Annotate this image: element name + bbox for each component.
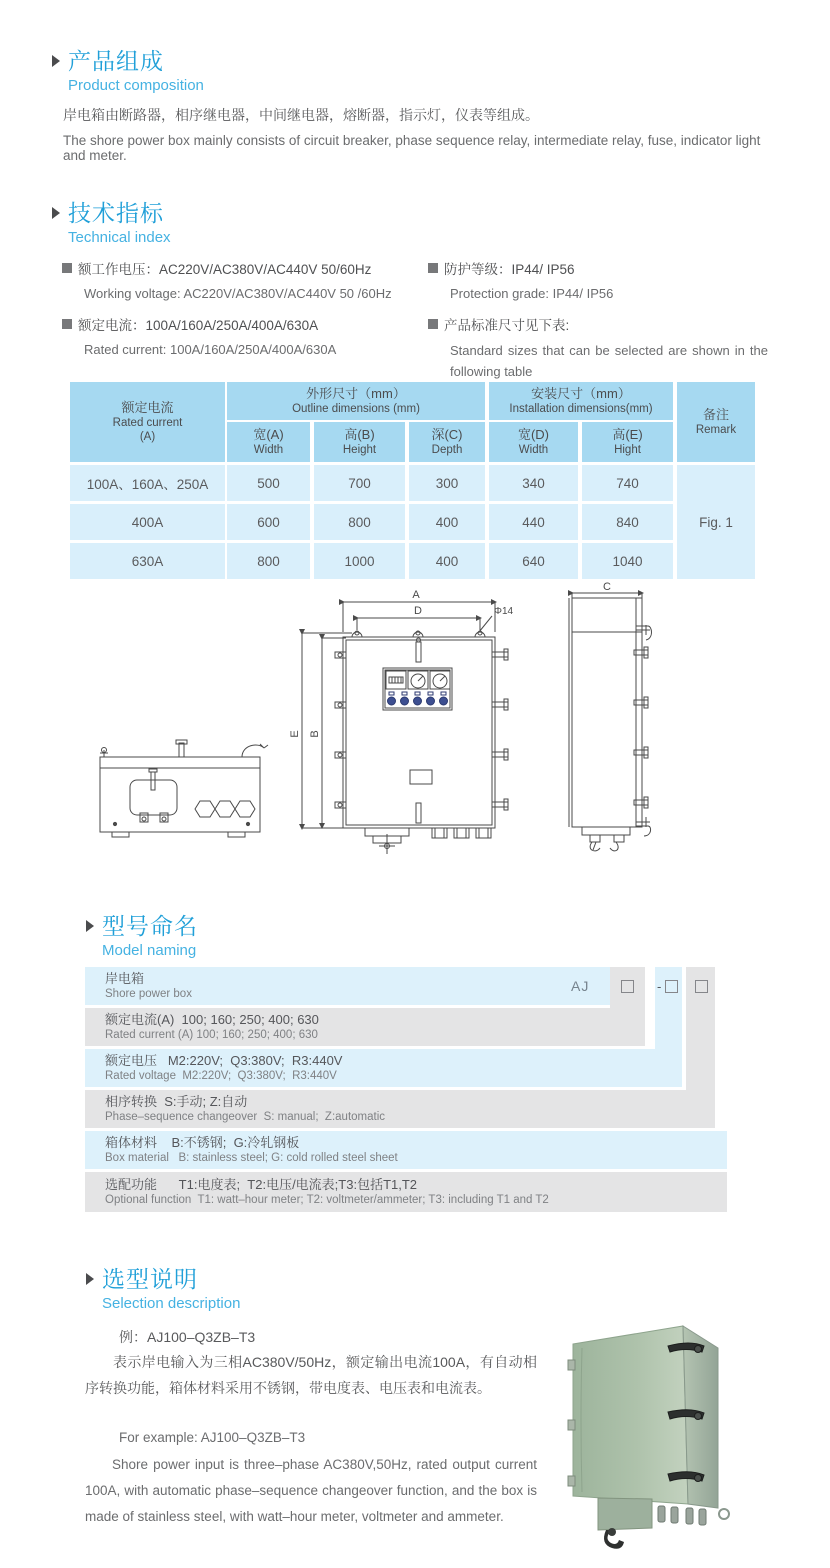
section-title-cn: 技术指标	[68, 200, 164, 226]
table-cell: 800	[314, 504, 405, 540]
dim-label-b: B	[309, 730, 321, 738]
spec-rated-current-cn: 额定电流：100A/160A/250A/400A/630A	[62, 314, 318, 334]
section-arrow-icon	[52, 207, 60, 219]
selection-body-cn: 表示岸电输入为三相AC380V/50Hz，额定输出电流100A，有自动相序转换功能，箱体材料采用不锈钢，带电度表、电压表和电流表。	[85, 1354, 537, 1396]
product-photo	[540, 1300, 820, 1562]
naming-row-rated-current: 额定电流(A) 100; 160; 250; 400; 630 Rated current (A) 100; 160; 250; 400; 630	[85, 1008, 645, 1046]
spec-standard-sizes-cn: 产品标准尺寸见下表:	[428, 314, 569, 334]
dimension-drawing	[80, 582, 700, 882]
cabinet-photo-group	[568, 1326, 729, 1549]
size-table-subheader-width-a: 宽(A) Width	[227, 422, 310, 462]
spec-rated-current-en: Rated current: 100A/160A/250A/400A/630A	[84, 342, 337, 357]
code-box-icon	[621, 980, 634, 993]
table-cell: 440	[489, 504, 578, 540]
composition-body-en: The shore power box mainly consists of circuit breaker, phase sequence relay, intermediate relay, fuse, indicator light and meter.	[63, 133, 761, 163]
spec-protection-grade-cn: 防护等级：IP44/ IP56	[428, 258, 575, 278]
code-dash: -	[657, 979, 662, 994]
model-naming-table	[85, 967, 755, 1212]
table-cell: 630A	[70, 543, 225, 579]
size-table-header-current: 额定电流 Rated current (A)	[70, 382, 225, 462]
section-title-en: Selection description	[102, 1295, 241, 1312]
section-technical-index-header	[52, 200, 171, 247]
composition-body-cn: 岸电箱由断路器，相序继电器，中间继电器，熔断器，指示灯，仪表等组成。	[63, 107, 539, 123]
table-cell: 400	[409, 543, 485, 579]
section-product-composition-header	[52, 48, 204, 95]
table-cell: 600	[227, 504, 310, 540]
dim-label-phi14: Φ14	[494, 606, 514, 617]
size-table-subheader-depth-c: 深(C) Depth	[409, 422, 485, 462]
size-table	[70, 382, 755, 582]
spec-working-voltage-en: Working voltage: AC220V/AC380V/AC440V 50 /60Hz	[84, 286, 392, 301]
table-cell: 800	[227, 543, 310, 579]
size-table-header-outline: 外形尺寸（mm） Outline dimensions (mm)	[227, 382, 485, 420]
dim-label-d: D	[414, 605, 422, 617]
table-cell: 700	[314, 465, 405, 501]
model-prefix: AJ	[571, 978, 590, 994]
dim-label-c: C	[603, 582, 611, 593]
spec-working-voltage-cn: 额工作电压：AC220V/AC380V/AC440V 50/60Hz	[62, 258, 371, 278]
table-cell: 500	[227, 465, 310, 501]
table-cell: 840	[582, 504, 673, 540]
naming-row-phase-sequence: 相序转换 S:手动; Z:自动 Phase–sequence changeover S: manual; Z:automatic	[85, 1090, 715, 1128]
section-title-en: Product composition	[68, 77, 204, 94]
table-cell: 340	[489, 465, 578, 501]
table-cell: 740	[582, 465, 673, 501]
size-table-header-remark: 备注 Remark	[677, 382, 755, 462]
size-table-header-install: 安装尺寸（mm） Installation dimensions(mm)	[489, 382, 673, 420]
dim-label-a: A	[412, 589, 420, 601]
dim-label-e: E	[289, 730, 301, 738]
section-title-en: Model naming	[102, 942, 197, 959]
section-model-naming-header	[86, 913, 198, 960]
square-bullet-icon	[428, 319, 438, 329]
selection-example-en: For example: AJ100–Q3ZB–T3	[119, 1430, 306, 1445]
square-bullet-icon	[428, 263, 438, 273]
bottom-view-drawing	[100, 740, 268, 837]
naming-row-optional-function: 选配功能 T1:电度表; T2:电压/电流表;T3:包括T1,T2 Optional function T1: watt–hour meter; T2: voltmeter/ammeter; T3: including T1 and T2	[85, 1172, 727, 1212]
selection-example-cn: 例：AJ100–Q3ZB–T3	[119, 1329, 256, 1345]
table-cell: 1000	[314, 543, 405, 579]
side-view-drawing	[569, 593, 652, 851]
table-cell: 640	[489, 543, 578, 579]
spec-standard-sizes-en: Standard sizes that can be selected are shown in the following table	[450, 343, 768, 379]
section-title-cn: 型号命名	[102, 913, 198, 939]
table-cell: 100A、160A、250A	[70, 465, 225, 501]
size-table-subheader-height-b: 高(B) Height	[314, 422, 405, 462]
code-box-icon	[665, 980, 678, 993]
section-title-cn: 产品组成	[68, 48, 164, 74]
section-arrow-icon	[86, 920, 94, 932]
section-arrow-icon	[52, 55, 60, 67]
naming-row-product: 岸电箱 Shore power box	[85, 967, 610, 1005]
code-box-icon	[695, 980, 708, 993]
table-cell: 300	[409, 465, 485, 501]
table-cell: 1040	[582, 543, 673, 579]
size-table-subheader-height-e: 高(E) Hight	[582, 422, 673, 462]
section-title-en: Technical index	[68, 229, 171, 246]
spec-protection-grade-en: Protection grade: IP44/ IP56	[450, 286, 614, 301]
table-cell: 400A	[70, 504, 225, 540]
square-bullet-icon	[62, 263, 72, 273]
naming-row-rated-voltage: 额定电压 M2:220V; Q3:380V; R3:440V Rated voltage M2:220V; Q3:380V; R3:440V	[85, 1049, 682, 1087]
meter-panel-drawing	[383, 668, 452, 710]
section-arrow-icon	[86, 1273, 94, 1285]
table-remark-cell: Fig. 1	[677, 465, 755, 579]
square-bullet-icon	[62, 319, 72, 329]
table-cell: 400	[409, 504, 485, 540]
section-title-cn: 选型说明	[102, 1266, 198, 1292]
selection-body-en: Shore power input is three–phase AC380V,50Hz, rated output current 100A, with automatic phase–sequence changeover function, and the box is made of stainless steel, with watt–hour meter, voltmeter and ammeter.	[85, 1457, 537, 1524]
section-selection-description-header	[86, 1266, 240, 1313]
size-table-subheader-width-d: 宽(D) Width	[489, 422, 578, 462]
naming-row-box-material: 箱体材料 B:不锈钢; G:冷轧钢板 Box material B: stainless steel; G: cold rolled steel sheet	[85, 1131, 727, 1169]
front-view-drawing	[302, 602, 508, 854]
